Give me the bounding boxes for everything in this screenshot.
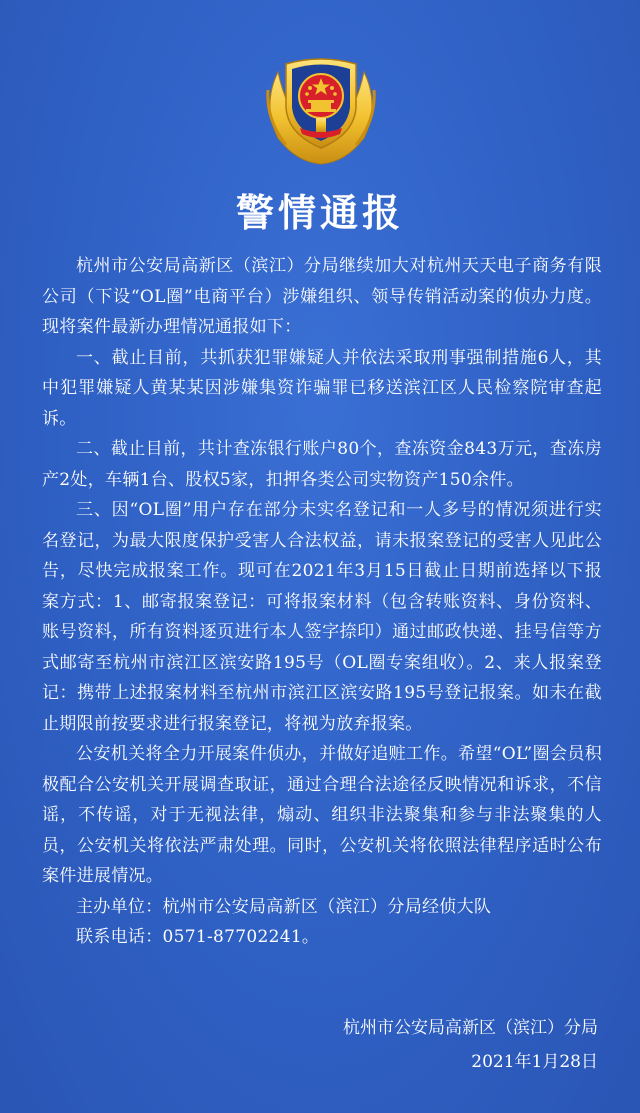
- organizer-line: 主办单位：杭州市公安局高新区（滨江）分局经侦大队: [76, 896, 492, 917]
- paragraph-4: 公安机关将全力开展案件侦办，并做好追赃工作。希望“OL”圈会员积极配合公安机关开展调查取证，通过合理合法途径反映情况和诉求，不信谣，不传谣，对于无视法律，煽动、组织非法聚集和参与非法聚集的人员，公安机关将依法严肃处理。同时，公安机关将依照法律程序适时公布案件进展情况。: [42, 744, 602, 886]
- page-title: 警情通报: [235, 191, 404, 235]
- police-emblem-icon: [256, 50, 386, 170]
- paragraph-1: 一、截止目前，共抓获犯罪嫌疑人并依法采取刑事强制措施6人，其中犯罪嫌疑人黄某某因涉嫌集资诈骗罪已移送滨江区人民检察院审查起诉。: [42, 347, 602, 429]
- signature-date: 2021年1月28日: [471, 1052, 598, 1072]
- signature-block: [343, 1011, 598, 1079]
- paragraph-3: 三、因“OL圈”用户存在部分未实名登记和一人多号的情况须进行实名登记，为最大限度保护受害人合法权益，请未报案登记的受害人见此公告，尽快完成报案工作。现可在2021年3月15日截止日期前选择以下报案方式：1、邮寄报案登记：可将报案材料（包含转账资料、身份资料、账号资料，所有资料逐页进行本人签字捺印）通过邮政快递、挂号信等方式邮寄至杭州市滨江区滨安路195号（OL圈专案组收）。2、来人报案登记：携带上述报案材料至杭州市滨江区滨安路195号登记报案。如未在截止期限前按要求进行报案登记，将视为放弃报案。: [42, 500, 602, 734]
- paragraph-intro: 杭州市公安局高新区（滨江）分局继续加大对杭州天天电子商务有限公司（下设“OL圈”电商平台）涉嫌组织、领导传销活动案的侦办力度。现将案件最新办理情况通报如下：: [42, 256, 602, 337]
- signature-org: 杭州市公安局高新区（滨江）分局: [343, 1018, 598, 1038]
- notice-body: [42, 251, 602, 953]
- contact-line: 联系电话：0571-87702241。: [76, 927, 320, 947]
- paragraph-2: 二、截止目前，共计查冻银行账户80个，查冻资金843万元，查冻房产2处，车辆1台、股权5家，扣押各类公司实物资产150余件。: [42, 439, 602, 490]
